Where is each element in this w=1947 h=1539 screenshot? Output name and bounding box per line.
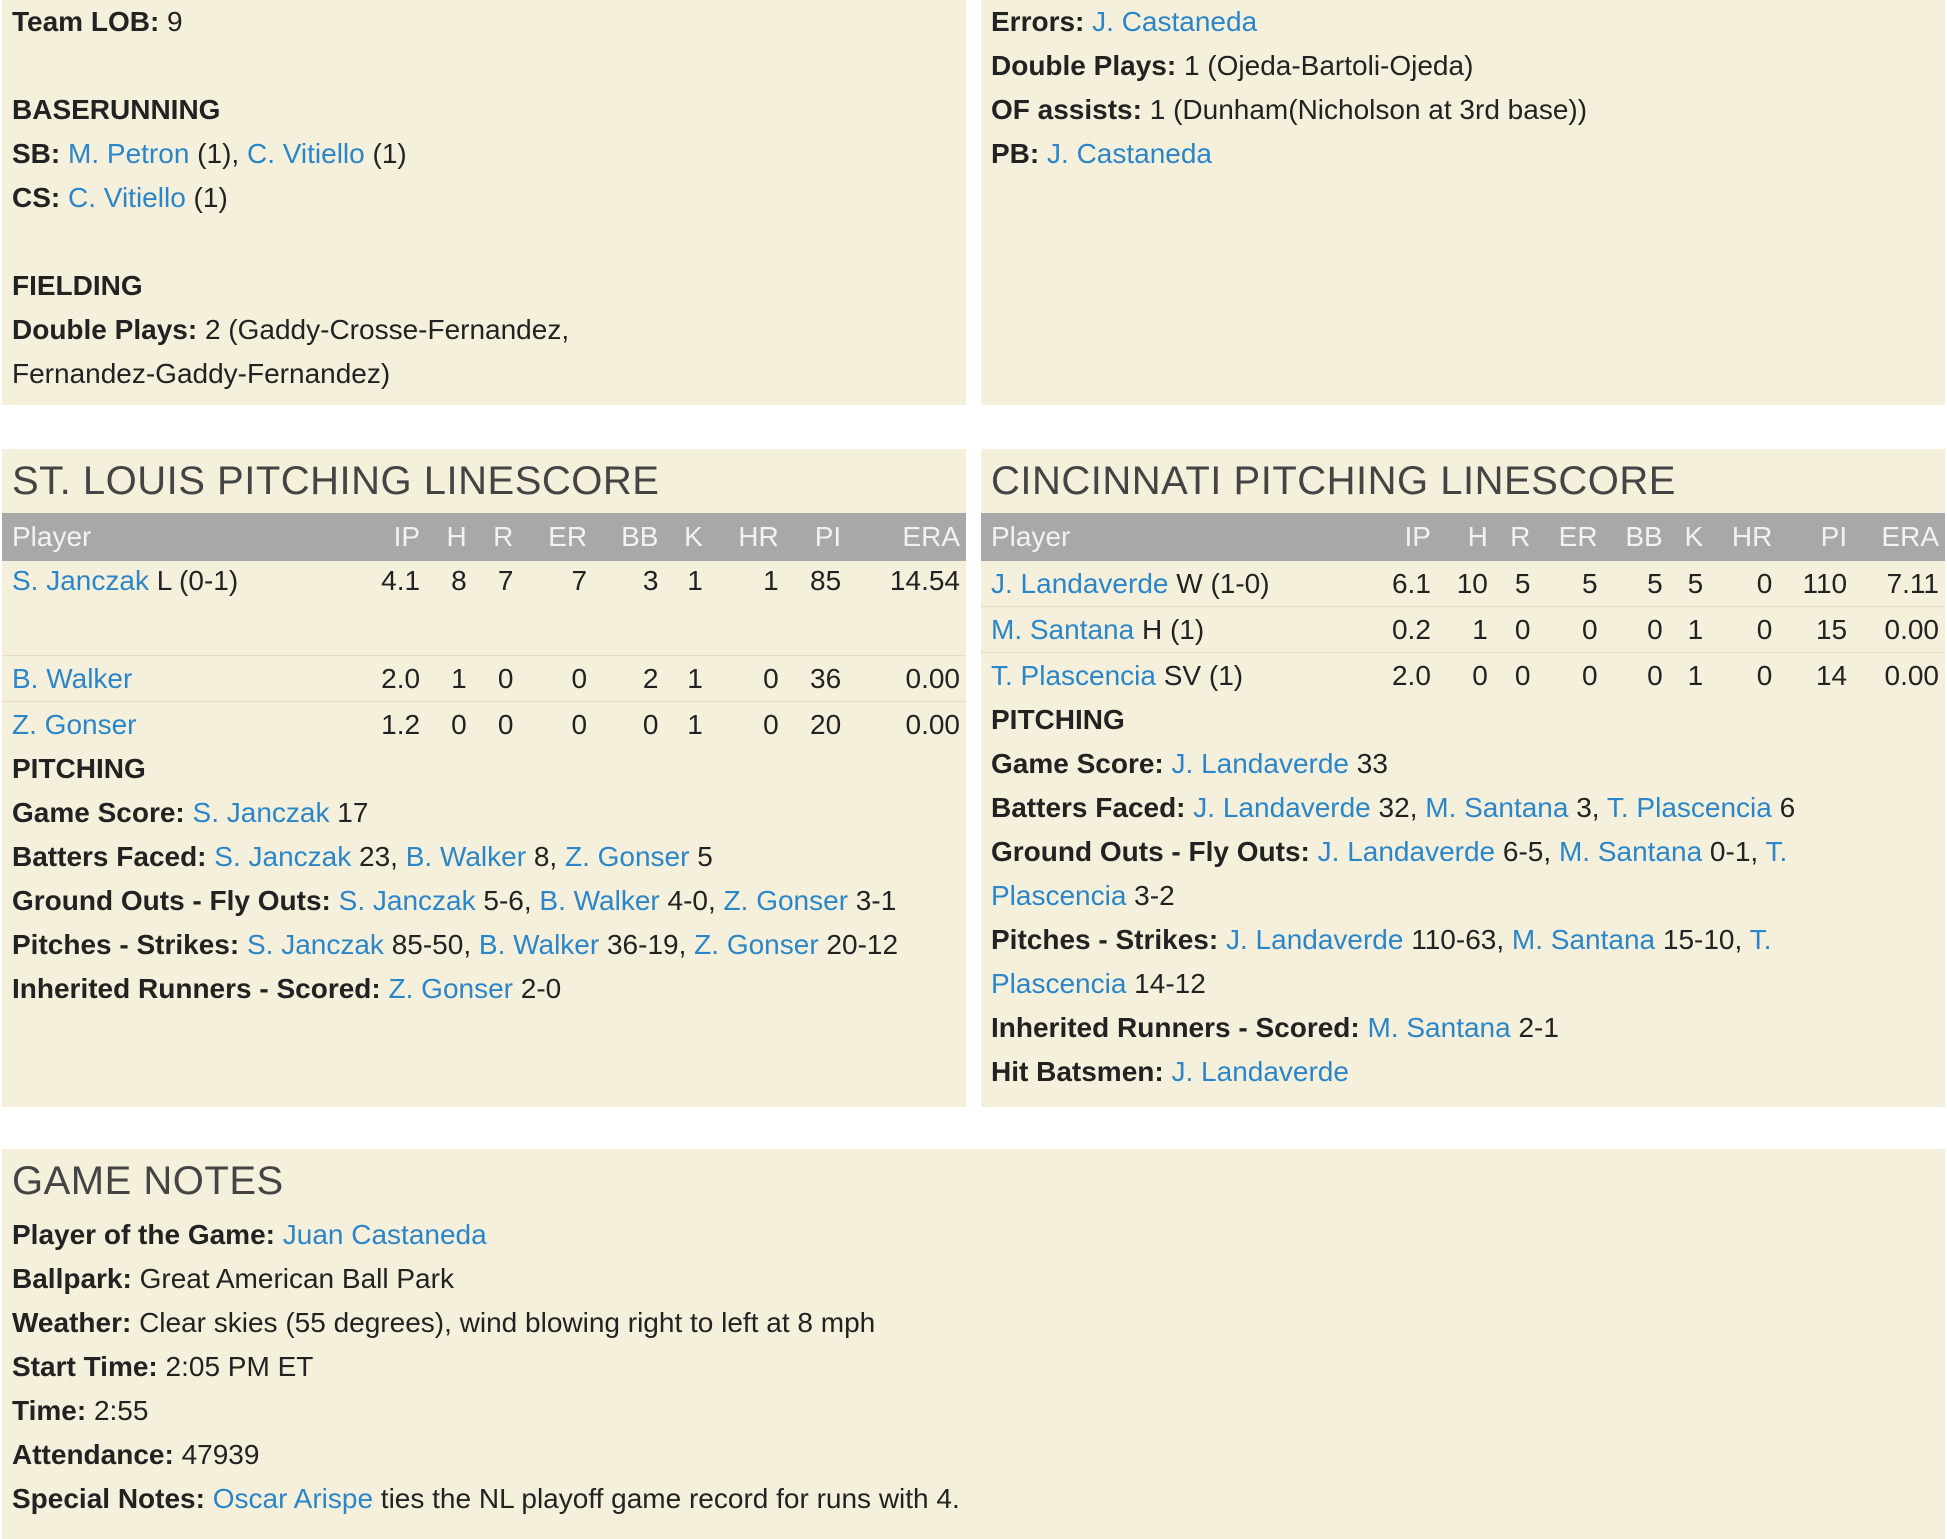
era-cell: 0.00: [1884, 659, 1939, 691]
time-value: 2:55: [86, 1395, 149, 1426]
bb-cell: 5: [1604, 561, 1669, 607]
weather-label: Weather:: [12, 1307, 132, 1338]
hr-cell: 0: [1756, 659, 1773, 691]
player-link[interactable]: J. Castaneda: [1047, 138, 1213, 169]
errors-line: [991, 0, 1935, 44]
col-pi: PI: [785, 513, 847, 561]
team-lob-label: Team LOB:: [12, 6, 160, 37]
player-cell: [2, 656, 352, 702]
attendance-line: [12, 1433, 1935, 1477]
col-er: ER: [1536, 513, 1603, 561]
ground-fly-outs-label: Ground Outs - Fly Outs:: [12, 885, 331, 916]
col-h: H: [426, 513, 473, 561]
pb-label: PB:: [991, 138, 1040, 169]
double-plays-label: Double Plays:: [12, 314, 198, 345]
player-of-game-line: [12, 1213, 1935, 1257]
player-cell: [2, 561, 352, 656]
er-cell: 0: [1581, 659, 1598, 691]
k-cell: 1: [664, 561, 708, 656]
pi-cell: 15: [1778, 607, 1853, 653]
ground-fly-outs-line: [12, 879, 956, 923]
player-cell: [981, 653, 1370, 699]
era-cell: 0.00: [1853, 607, 1945, 653]
ip-cell: 6.1: [1370, 561, 1437, 607]
player-link[interactable]: Oscar Arispe: [212, 1483, 374, 1514]
ip-cell: 0.2: [1370, 607, 1437, 653]
ip-cell: 2.0: [352, 656, 426, 702]
cs-label: CS:: [12, 182, 61, 213]
hr-cell: 0: [1709, 561, 1778, 607]
of-assists-value: 1 (Dunham(Nicholson at 3rd base)): [1141, 94, 1588, 125]
table-row: [981, 607, 1945, 653]
k-cell: 1: [1669, 607, 1709, 653]
game-score-label: Game Score:: [991, 748, 1164, 779]
era-cell: 0.00: [905, 708, 960, 740]
time-line: [12, 1389, 1935, 1433]
h-cell: 1: [426, 656, 473, 702]
player-link[interactable]: S. Janczak: [12, 565, 149, 596]
h-cell: 10: [1437, 561, 1494, 607]
hr-cell: 0: [1709, 607, 1778, 653]
stat-value: (1): [364, 138, 407, 169]
stat-value: 110-63,: [1403, 924, 1512, 955]
weather-value: Clear skies (55 degrees), wind blowing right to left at 8 mph: [131, 1307, 876, 1338]
player-link[interactable]: J. Landaverde: [1171, 1056, 1349, 1087]
pb-line: [991, 132, 1935, 176]
cin-pitching-table: [981, 513, 1945, 698]
col-era: ERA: [847, 513, 966, 561]
player-link[interactable]: J. Landaverde: [1171, 748, 1349, 779]
batters-faced-line: [12, 835, 956, 879]
start-time-label: Start Time:: [12, 1351, 158, 1382]
player-link[interactable]: J. Castaneda: [1092, 6, 1258, 37]
stat-value: 2-0: [512, 973, 562, 1004]
special-notes-line: [12, 1477, 1935, 1521]
player-link[interactable]: B. Walker: [478, 929, 600, 960]
stat-value: 0-1,: [1702, 836, 1766, 867]
ip-cell: 2.0: [1391, 659, 1431, 691]
decision: H (1): [1134, 613, 1205, 645]
bb-cell: 3: [593, 561, 664, 656]
r-cell: 0: [473, 656, 520, 702]
k-cell: 1: [687, 708, 703, 740]
player-link[interactable]: C. Vitiello: [246, 138, 365, 169]
stat-value: 8,: [526, 841, 565, 872]
ip-cell: 1.2: [381, 708, 421, 740]
k-cell: 1: [664, 656, 708, 702]
pitches-strikes-line: [12, 923, 956, 967]
hr-cell: 1: [709, 561, 785, 656]
fielding-heading: FIELDING: [12, 270, 143, 301]
player-link[interactable]: J. Landaverde: [1193, 792, 1371, 823]
stat-value: 20-12: [818, 929, 899, 960]
player-link[interactable]: J. Landaverde: [991, 567, 1169, 599]
stat-value: 17: [329, 797, 369, 828]
h-cell: 0: [451, 708, 467, 740]
player-cell: [2, 702, 352, 748]
team-stats-panel-left: [2, 0, 966, 405]
bb-cell: 0: [1647, 659, 1663, 691]
batters-faced-label: Batters Faced:: [12, 841, 207, 872]
pitches-strikes-label: Pitches - Strikes:: [12, 929, 240, 960]
game-notes-panel: [2, 1149, 1945, 1539]
stl-pitching-table: [2, 513, 966, 747]
stat-value: (1): [185, 182, 228, 213]
stat-value: (1),: [189, 138, 247, 169]
stat-value: 15-10,: [1655, 924, 1750, 955]
player-link[interactable]: T.: [1765, 836, 1788, 867]
attendance-label: Attendance:: [12, 1439, 174, 1470]
bb-cell: 0: [1604, 607, 1669, 653]
game-score-line: [12, 791, 956, 835]
batters-faced-line: [991, 786, 1935, 830]
player-link[interactable]: Z. Gonser: [388, 973, 513, 1004]
r-cell: 7: [473, 561, 520, 656]
col-k: K: [1669, 513, 1709, 561]
player-link[interactable]: Z. Gonser: [694, 929, 819, 960]
stat-value: 32,: [1370, 792, 1426, 823]
ground-fly-outs-line: [991, 830, 1935, 874]
r-cell: 5: [1494, 561, 1537, 607]
col-h: H: [1437, 513, 1494, 561]
team-lob-value: 9: [159, 6, 183, 37]
era-cell: 14.54: [847, 561, 966, 656]
player-link[interactable]: M. Santana: [1511, 924, 1656, 955]
er-cell: 7: [519, 561, 593, 656]
table-row: [2, 702, 966, 748]
stat-value: 4-0,: [659, 885, 724, 916]
pitches-strikes-label: Pitches - Strikes:: [991, 924, 1219, 955]
player-link[interactable]: Z. Gonser: [723, 885, 849, 916]
cs-line: [12, 176, 956, 220]
player-cell: [981, 561, 1370, 607]
er-cell: 0: [1536, 607, 1603, 653]
ground-fly-outs-label: Ground Outs - Fly Outs:: [991, 836, 1310, 867]
hr-cell: 0: [763, 708, 779, 740]
attendance-value: 47939: [173, 1439, 260, 1470]
player-link[interactable]: T. Plascencia: [1606, 792, 1772, 823]
era-cell: 7.11: [1853, 561, 1945, 607]
double-plays-line-2: [12, 352, 956, 396]
stat-value: 3-1: [848, 885, 897, 916]
player-link[interactable]: C. Vitiello: [68, 182, 186, 213]
of-assists-line: [991, 88, 1935, 132]
er-cell: 0: [571, 708, 588, 740]
baserunning-heading: BASERUNNING: [12, 94, 221, 125]
double-plays-value: 2 (Gaddy-Crosse-Fernandez,: [197, 314, 570, 345]
player-link[interactable]: M. Santana: [991, 613, 1135, 645]
col-r: R: [473, 513, 520, 561]
stat-value: 3-2: [1126, 880, 1175, 911]
col-hr: HR: [1709, 513, 1778, 561]
hit-batsmen-label: Hit Batsmen:: [991, 1056, 1164, 1087]
inherited-runners-line: [12, 967, 956, 1011]
start-time-line: [12, 1345, 1935, 1389]
player-link[interactable]: Z. Gonser: [12, 708, 137, 740]
player-link[interactable]: B. Walker: [12, 662, 133, 694]
pitches-strikes-line: [991, 918, 1935, 962]
bb-cell: 0: [642, 708, 659, 740]
special-notes-label: Special Notes:: [12, 1483, 205, 1514]
double-plays-label: Double Plays:: [991, 50, 1177, 81]
inherited-runners-line: [991, 1006, 1935, 1050]
stl-pitching-panel: [2, 449, 966, 1107]
ballpark-label: Ballpark:: [12, 1263, 132, 1294]
double-plays-line: [12, 308, 956, 352]
k-cell: 5: [1669, 561, 1709, 607]
col-player: Player: [2, 513, 352, 561]
col-er: ER: [519, 513, 593, 561]
player-link[interactable]: M. Santana: [1558, 836, 1703, 867]
of-assists-label: OF assists:: [991, 94, 1142, 125]
stat-value: 23,: [351, 841, 406, 872]
double-plays-line: [991, 44, 1935, 88]
decision: SV (1): [1155, 659, 1244, 691]
table-row: [981, 561, 1945, 607]
pitching-heading: PITCHING: [12, 753, 146, 784]
ground-fly-outs-line-2: [991, 874, 1935, 918]
errors-label: Errors:: [991, 6, 1085, 37]
table-row: [2, 561, 966, 656]
decision: L (0-1): [148, 565, 239, 596]
col-pi: PI: [1778, 513, 1853, 561]
col-era: ERA: [1853, 513, 1945, 561]
cin-pitching-panel: [981, 449, 1945, 1107]
special-notes-value: ties the NL playoff game record for runs with 4.: [373, 1483, 960, 1514]
col-hr: HR: [709, 513, 785, 561]
r-cell: 0: [497, 708, 514, 740]
player-link[interactable]: B. Walker: [405, 841, 527, 872]
col-bb: BB: [593, 513, 664, 561]
player-link[interactable]: S. Janczak: [246, 929, 384, 960]
player-link[interactable]: J. Landaverde: [1225, 924, 1404, 955]
bb-cell: 2: [593, 656, 664, 702]
inherited-runners-label: Inherited Runners - Scored:: [12, 973, 381, 1004]
col-r: R: [1494, 513, 1537, 561]
r-cell: 0: [1494, 607, 1537, 653]
stat-value: 33: [1349, 748, 1388, 779]
stat-value: 3,: [1568, 792, 1607, 823]
player-link[interactable]: S. Janczak: [338, 885, 476, 916]
col-k: K: [664, 513, 708, 561]
era-cell: 0.00: [847, 656, 966, 702]
stat-value: 36-19,: [599, 929, 695, 960]
table-header-row: [2, 513, 966, 561]
pi-cell: 110: [1778, 561, 1853, 607]
pitches-strikes-line-2: [991, 962, 1935, 1006]
col-ip: IP: [352, 513, 426, 561]
player-link[interactable]: S. Janczak: [192, 797, 330, 828]
game-notes-title: GAME NOTES: [12, 1159, 284, 1203]
stat-value: 5: [689, 841, 713, 872]
double-plays-value-2: Fernandez-Gaddy-Fernandez): [12, 358, 391, 389]
stat-value: 85-50,: [383, 929, 479, 960]
pitching-heading: PITCHING: [991, 704, 1125, 735]
game-score-label: Game Score:: [12, 797, 185, 828]
table-header-row: [981, 513, 1945, 561]
er-cell: 5: [1536, 561, 1603, 607]
game-score-line: [991, 742, 1935, 786]
h-cell: 8: [426, 561, 473, 656]
player-link[interactable]: S. Janczak: [214, 841, 352, 872]
player-link[interactable]: T.: [1749, 924, 1772, 955]
inherited-runners-label: Inherited Runners - Scored:: [991, 1012, 1360, 1043]
sb-line: [12, 132, 956, 176]
team-stats-panel-right: [981, 0, 1945, 405]
cin-pitching-title: CINCINNATI PITCHING LINESCORE: [991, 459, 1676, 503]
batters-faced-label: Batters Faced:: [991, 792, 1186, 823]
ip-cell: 4.1: [352, 561, 426, 656]
stat-value: 5-6,: [475, 885, 540, 916]
stl-pitching-title: ST. LOUIS PITCHING LINESCORE: [12, 459, 660, 503]
stat-value: 14-12: [1126, 968, 1206, 999]
player-link[interactable]: M. Santana: [1425, 792, 1569, 823]
table-row: [981, 653, 1945, 699]
player-link[interactable]: Juan Castaneda: [282, 1219, 487, 1250]
pi-cell: 20: [810, 708, 842, 740]
pi-cell: 85: [785, 561, 847, 656]
player-link[interactable]: M. Petron: [68, 138, 190, 169]
hr-cell: 0: [709, 656, 785, 702]
player-link[interactable]: Plascencia: [991, 968, 1127, 999]
player-link[interactable]: J. Landaverde: [1317, 836, 1496, 867]
stat-value: 2-1: [1510, 1012, 1559, 1043]
player-link[interactable]: M. Santana: [1367, 1012, 1511, 1043]
h-cell: 0: [1472, 659, 1488, 691]
h-cell: 1: [1437, 607, 1494, 653]
r-cell: 0: [1514, 659, 1531, 691]
start-time-value: 2:05 PM ET: [157, 1351, 314, 1382]
ballpark-line: [12, 1257, 1935, 1301]
stat-value: 6: [1771, 792, 1796, 823]
player-link[interactable]: T. Plascencia: [991, 659, 1156, 691]
player-cell: [981, 607, 1370, 653]
team-lob-line: [12, 0, 956, 44]
pi-cell: 36: [785, 656, 847, 702]
decision: W (1-0): [1168, 567, 1270, 599]
ballpark-value: Great American Ball Park: [131, 1263, 454, 1294]
stat-value: 6-5,: [1495, 836, 1559, 867]
weather-line: [12, 1301, 1935, 1345]
pi-cell: 14: [1815, 659, 1848, 691]
table-row: [2, 656, 966, 702]
player-link[interactable]: Plascencia: [991, 880, 1127, 911]
col-ip: IP: [1370, 513, 1437, 561]
player-link[interactable]: B. Walker: [539, 885, 660, 916]
player-of-game-label: Player of the Game:: [12, 1219, 275, 1250]
col-player: Player: [981, 513, 1370, 561]
hit-batsmen-line: [991, 1050, 1935, 1094]
sb-label: SB:: [12, 138, 61, 169]
player-link[interactable]: Z. Gonser: [564, 841, 690, 872]
double-plays-value: 1 (Ojeda-Bartoli-Ojeda): [1176, 50, 1474, 81]
col-bb: BB: [1604, 513, 1669, 561]
time-label: Time:: [12, 1395, 87, 1426]
er-cell: 0: [519, 656, 593, 702]
k-cell: 1: [1687, 659, 1704, 691]
